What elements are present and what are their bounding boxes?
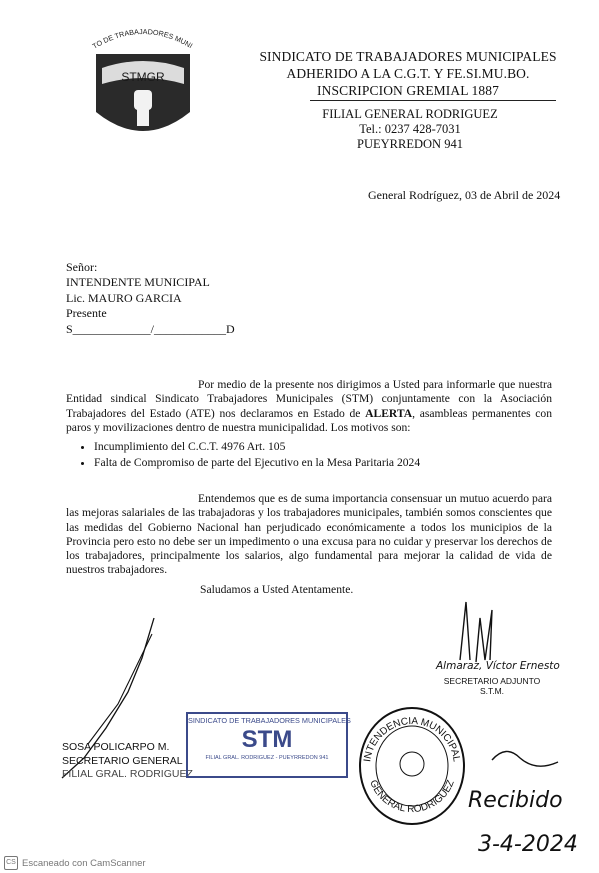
- round-stamp-top: INTENDENCIA MUNICIPAL: [362, 715, 462, 763]
- scanner-footer: [4, 856, 146, 870]
- received-scribble: [486, 740, 566, 780]
- scanner-footer-text: Escaneado con CamScanner: [22, 857, 146, 869]
- left-name: SOSA POLICARPO M.: [62, 741, 170, 753]
- header-rule: [310, 100, 556, 101]
- camscanner-icon: CS: [4, 856, 18, 870]
- logo-abbr: STMGR: [121, 70, 165, 84]
- round-stamp-bottom: GENERAL RODRIGUEZ: [367, 778, 457, 816]
- filial-address: PUEYRREDON 941: [357, 137, 463, 151]
- filial-block: [300, 107, 520, 152]
- header-line2: ADHERIDO A LA C.G.T. Y FE.SI.MU.BO.: [286, 66, 530, 81]
- recipient-greeting: Señor:: [66, 260, 98, 274]
- rect-stamp-top: SINDICATO DE TRABAJADORES MUNICIPALES: [188, 716, 351, 725]
- received-date: 3-4-2024: [478, 832, 578, 857]
- date-line: General Rodríguez, 03 de Abril de 2024: [368, 188, 561, 202]
- recipient-block: [66, 260, 235, 337]
- recipient-presente: Presente: [66, 306, 107, 321]
- header-block: [240, 48, 576, 99]
- rect-stamp-bottom: FILIAL GRAL. RODRIGUEZ - PUEYRREDON 941: [205, 755, 329, 761]
- signature-right-name: Almaraz, Víctor Ernesto: [436, 660, 560, 672]
- header-line1: SINDICATO DE TRABAJADORES MUNICIPALES: [259, 49, 557, 64]
- received-word: Recibido: [468, 788, 563, 813]
- paragraph-2: Entendemos que es de suma importancia consensuar un mutuo acuerdo para las mejoras salariales de las trabajadoras y los trabajadores municipales, también somos conscientes que las medidas del Gobierno Nacional han perjudicado económicamente a todos los municipios de la Provincia pero esto no debe ser un impedimento o una excusa para no cuidar y preservar los derechos de los trabajadores, principalmente los salarios, algo fundamental para mejorar la calidad de vida de nuestros trabajadores.: [66, 492, 552, 577]
- filial-name: FILIAL GENERAL RODRIGUEZ: [322, 107, 498, 121]
- recipient-s-line: S_____________/____________D: [66, 321, 235, 336]
- filial-phone: Tel.: 0237 428-7031: [359, 122, 461, 136]
- p1-alert: ALERTA: [365, 406, 413, 420]
- p1-post: , asambleas permanentes con paros y movilizaciones dentro de nuestra municipalidad. Los motivos son:: [66, 406, 553, 434]
- round-stamp: [356, 702, 468, 828]
- motive-item: • Incumplimiento del C.C.T. 4976 Art. 105: [94, 439, 574, 455]
- motives-list: [66, 439, 574, 471]
- logo-arc-text: TO DE TRABAJADORES MUNI: [90, 26, 195, 51]
- rect-stamp-center: STM: [241, 726, 293, 753]
- closing: Saludamos a Usted Atentamente.: [200, 583, 354, 596]
- signature-left-text: [62, 741, 193, 782]
- right-role-text: SECRETARIO ADJUNTO: [443, 676, 541, 686]
- svg-text:SINDICATO DE TRABAJADORES MUNI: [88, 18, 194, 51]
- recipient-name: Lic. MAURO GARCIA: [66, 290, 182, 305]
- union-logo: [88, 18, 198, 152]
- header-line3: INSCRIPCION GREMIAL 1887: [317, 83, 499, 98]
- svg-text:GENERAL RODRIGUEZ: [367, 779, 456, 816]
- recipient-title: INTENDENTE MUNICIPAL: [66, 275, 210, 290]
- signature-right-role: [440, 676, 544, 696]
- signature-right-scribble: [430, 590, 540, 670]
- left-role: SECRETARIO GENERAL: [62, 754, 183, 767]
- p1-pre: Por medio de la presente nos dirigimos a Usted para informarle que nuestra Entidad sindical Sindicato Trabajadores Municipales (STM) conjuntamente con la Asociación Trabajadores del Estado (ATE) nos declaramos en Estado de: [66, 378, 552, 420]
- rect-stamp: [186, 712, 351, 778]
- motive-item: • Falta de Compromiso de parte del Ejecutivo en la Mesa Paritaria 2024: [94, 455, 574, 471]
- right-org-text: S.T.M.: [479, 686, 505, 696]
- paragraph-1: [66, 378, 552, 435]
- left-place: FILIAL GRAL. RODRIGUEZ: [62, 768, 193, 780]
